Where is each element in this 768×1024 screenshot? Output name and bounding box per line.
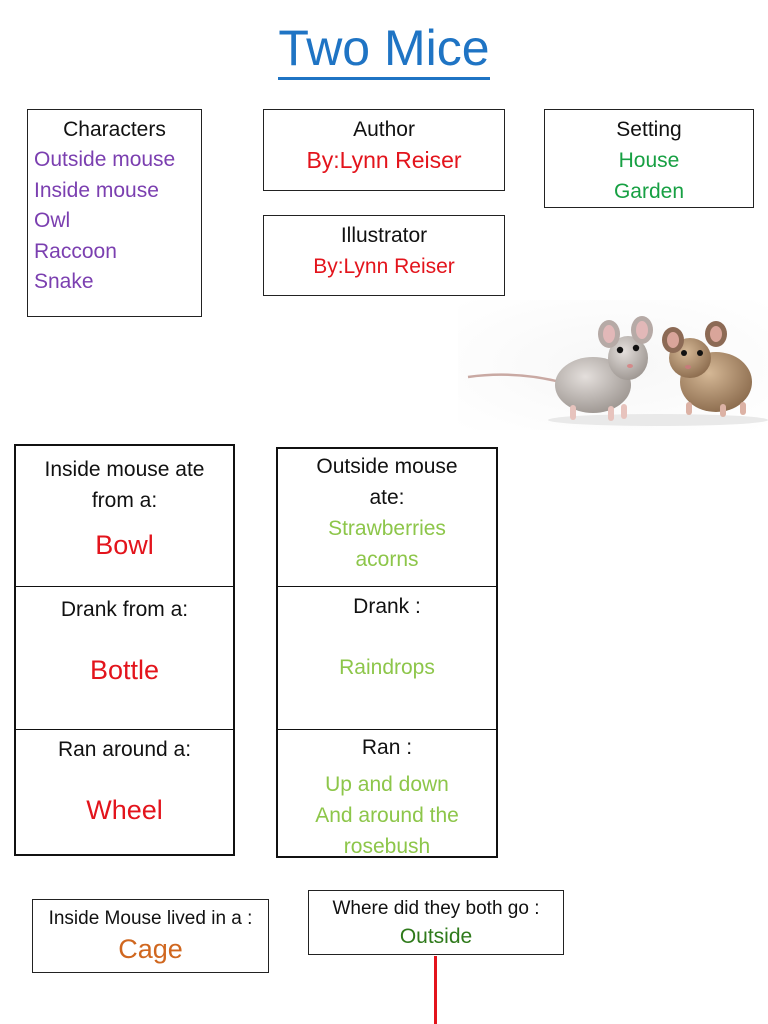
setting-item: House <box>618 149 680 172</box>
illustrator-value: By:Lynn Reiser <box>313 255 455 278</box>
characters-box <box>27 109 202 317</box>
inside-drank-answer: Bottle <box>89 655 160 685</box>
where-heading: Where did they both go : <box>332 898 540 919</box>
author-heading: Author <box>353 118 415 141</box>
inside-drank-cell <box>16 587 233 730</box>
inside-mouse-table <box>14 444 235 856</box>
inside-ate-answer: Bowl <box>95 530 154 560</box>
inside-ran-answer: Wheel <box>86 795 163 825</box>
inside-ate-question: Inside mouse ate from a: <box>44 458 205 512</box>
outside-ran-answer-3: rosebush <box>343 835 431 858</box>
outside-mouse-table <box>276 447 498 858</box>
outside-drank-cell <box>278 587 496 730</box>
inside-ate-cell <box>16 446 233 587</box>
outside-ran-cell <box>278 730 496 856</box>
character-item: Snake <box>34 270 94 293</box>
setting-item: Garden <box>613 180 685 203</box>
setting-heading: Setting <box>616 118 682 141</box>
setting-box <box>544 109 754 208</box>
outside-ate-question: Outside mouse ate: <box>316 455 458 509</box>
inside-drank-question: Drank from a: <box>60 598 189 621</box>
illustrator-box <box>263 215 505 296</box>
page-title: Two Mice <box>0 18 768 80</box>
character-item: Inside mouse <box>34 178 159 202</box>
outside-ate-answer-2: acorns <box>355 548 419 571</box>
outside-drank-answer: Raindrops <box>339 656 435 679</box>
character-item: Raccoon <box>34 239 117 263</box>
where-box <box>308 890 564 955</box>
outside-ran-answer-2: And around the <box>315 804 459 827</box>
lived-value: Cage <box>118 934 183 964</box>
illustrator-heading: Illustrator <box>340 224 428 247</box>
lived-box <box>32 899 269 973</box>
characters-heading: Characters <box>63 118 166 141</box>
outside-drank-question: Drank : <box>353 595 421 618</box>
author-box <box>263 109 505 191</box>
character-item: Outside mouse <box>34 148 176 171</box>
connector-line <box>434 956 437 1024</box>
outside-ran-question: Ran : <box>361 736 413 759</box>
two-mice-photo <box>458 300 768 430</box>
character-item: Owl <box>34 209 71 232</box>
lived-heading: Inside Mouse lived in a : <box>48 908 253 929</box>
outside-ate-cell <box>278 449 496 587</box>
inside-ran-question: Ran around a: <box>57 738 192 761</box>
outside-ran-answer-1: Up and down <box>325 773 449 796</box>
where-value: Outside <box>399 925 473 948</box>
outside-ate-answer-1: Strawberries <box>328 517 446 540</box>
author-value: By:Lynn Reiser <box>306 147 462 173</box>
inside-ran-cell <box>16 730 233 854</box>
